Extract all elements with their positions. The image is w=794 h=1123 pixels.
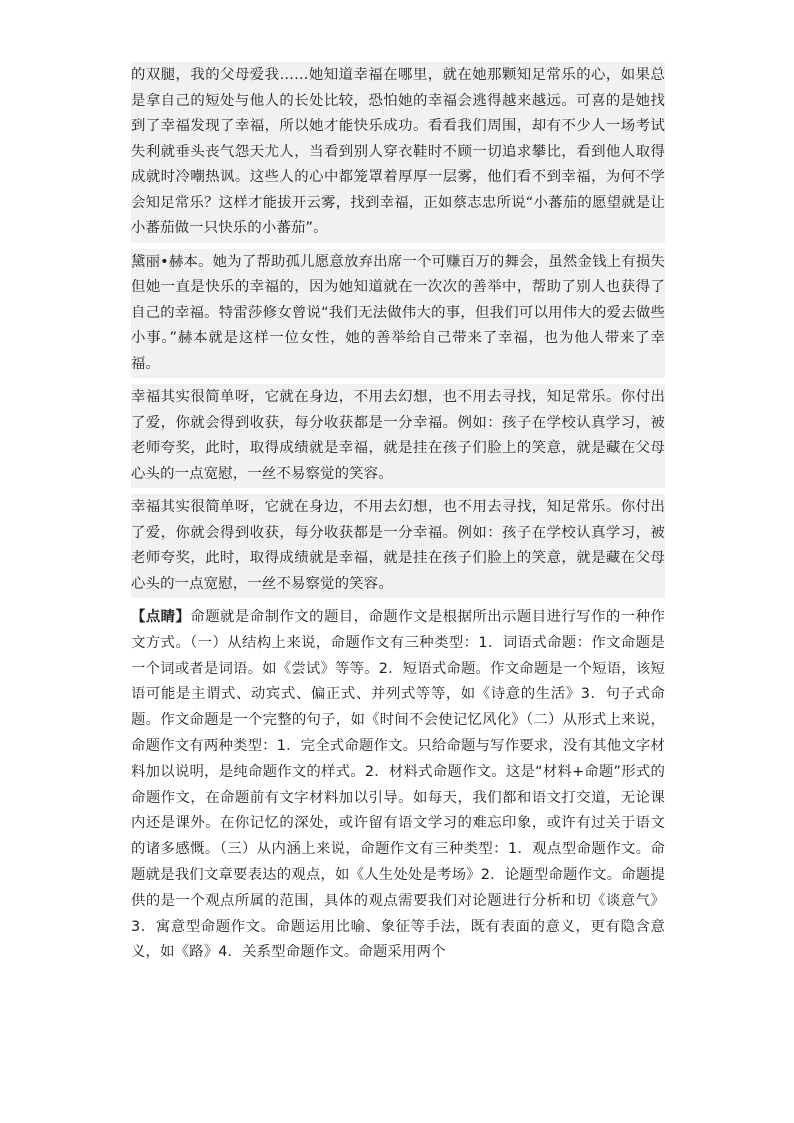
- paragraph-3: 幸福其实很简单呀，它就在身边，不用去幻想，也不用去寻找，知足常乐。你付出了爱，你就会得到收获，每分收获都是一分幸福。例如：孩子在学校认真学习，被老师夸奖，此时，取得成绩就是幸福，就是挂在孩子们脸上的笑意，就是藏在父母心头的一点宽慰，一丝不易察觉的笑容。: [131, 384, 665, 488]
- paragraph-1: 的双腿，我的父母爱我……她知道幸福在哪里，就在她那颗知足常乐的心，如果总是拿自己的短处与他人的长处比较，恐怕她的幸福会逃得越来越远。可喜的是她找到了幸福发现了幸福，所以她才能快乐成功。看看我们周围，却有不少人一场考试失利就垂头丧气怨天尤人，当看到别人穿衣鞋时不顾一切追求攀比，看到他人取得成就时冷嘲热讽。这些人的心中都笼罩着厚厚一层雾，他们看不到幸福，为何不学会知足常乐？这样才能拔开云雾，找到幸福，正如蔡志忠所说“小蕃茄的愿望就是让小蕃茄做一只快乐的小蕃茄”。: [131, 62, 665, 243]
- dianjing-text: 命题就是命制作文的题目，命题作文是根据所出示题目进行写作的一种作文方式。（一）从结构上来说，命题作文有三种类型：1．词语式命题：作文命题是一个词或者是词语。如《尝试》等等。2．短语式命题。作文命题是一个短语，该短语可能是主谓式、动宾式、偏正式、并列式等等，如《诗意的生活》3．句子式命题。作文命题是一个完整的句子，如《时间不会使记忆风化》（二）从形式上来说，命题作文有两种类型：1．完全式命题作文。只给命题与写作要求，没有其他文字材料加以说明，是纯命题作文的样式。2．材料式命题作文。这是“材料+命题”形式的命题作文，在命题前有文字材料加以引导。如每天，我们都和语文打交道，无论课内还是课外。在你记忆的深处，或许留有语文学习的难忘印象，或许有过关于语文的诸多感慨。（三）从内涵上来说，命题作文有三种类型：1．观点型命题作文。命题就是我们文章要表达的观点，如《人生处处是考场》2．论题型命题作文。命题提供的是一个观点所属的范围，具体的观点需要我们对论题进行分析和切《谈意气》3．寓意型命题作文。命题运用比喻、象征等手法，既有表面的意义，更有隐含意义，如《路》4．关系型命题作文。命题采用两个: [131, 609, 665, 961]
- paragraph-4: 幸福其实很简单呀，它就在身边，不用去幻想，也不用去寻找，知足常乐。你付出了爱，你就会得到收获，每分收获都是一分幸福。例如：孩子在学校认真学习，被老师夸奖，此时，取得成绩就是幸福，就是挂在孩子们脸上的笑意，就是藏在父母心头的一点宽慰，一丝不易察觉的笑容。: [131, 494, 665, 598]
- dianjing-tag: 【点睛】: [131, 609, 191, 625]
- document-body: [131, 62, 665, 972]
- paragraph-2: 黛丽•赫本。她为了帮助孤儿愿意放弃出席一个可赚百万的舞会，虽然金钱上有损失但她一直是快乐的幸福的，因为她知道就在一次次的善举中，帮助了别人也获得了自己的幸福。特雷莎修女曾说“我们无法做伟大的事，但我们可以用伟大的爱去做些小事。”赫本就是这样一位女性，她的善举给自己带来了幸福，也为他人带来了幸福。: [131, 249, 665, 379]
- dianjing-paragraph: [131, 605, 665, 966]
